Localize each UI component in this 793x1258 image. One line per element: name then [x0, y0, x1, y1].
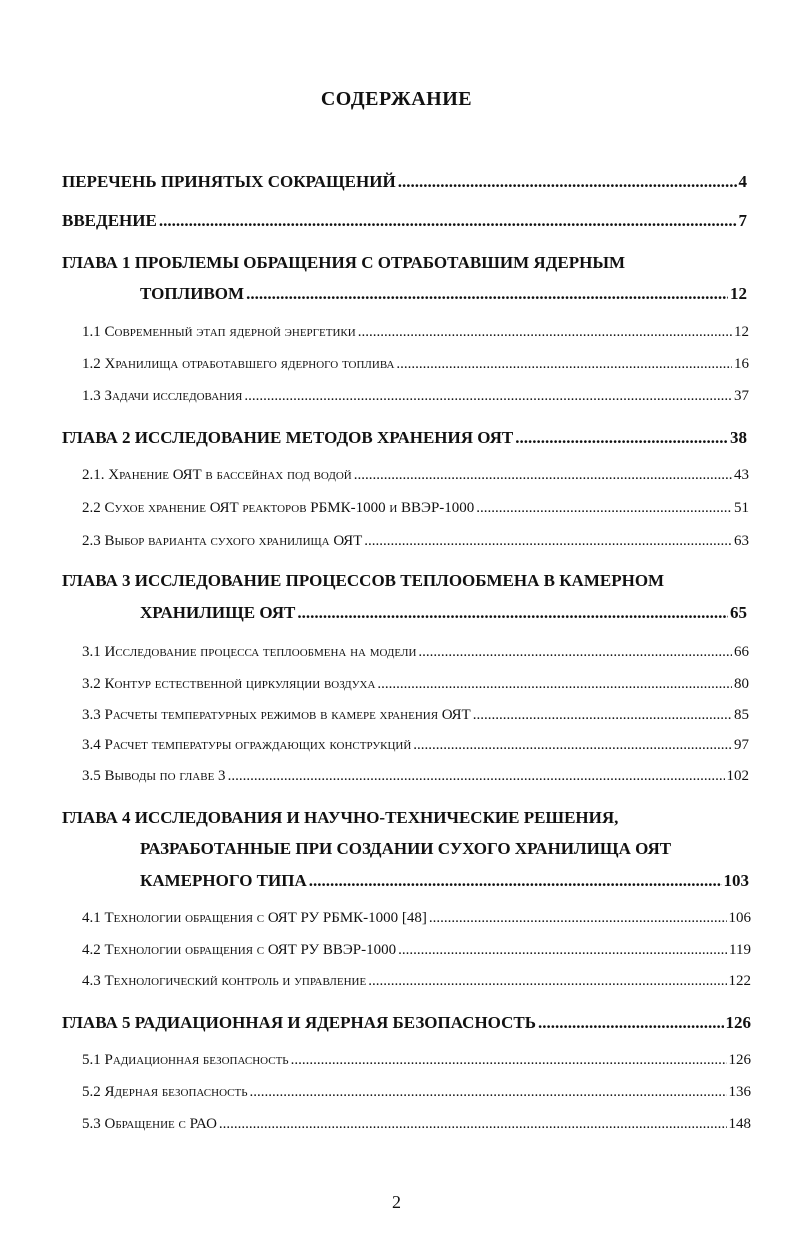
chapter-3-title-line-1[interactable]: ГЛАВА 3 ИССЛЕДОВАНИЕ ПРОЦЕССОВ ТЕПЛООБМЕНА В КАМЕРНОМ [62, 571, 665, 590]
toc-page: 119 [729, 942, 751, 958]
dot-leader [219, 1116, 727, 1133]
dot-leader [418, 644, 732, 661]
toc-label: 5.3 Обращение с РАО [82, 1116, 217, 1132]
dot-leader [354, 467, 732, 484]
toc-entry-section[interactable] [82, 707, 749, 724]
toc-entry-section[interactable] [82, 973, 751, 990]
toc-label: 1.2 Хранилища отработавшего ядерного топлива [82, 356, 395, 372]
toc-entry-section[interactable] [82, 676, 749, 693]
dot-leader [473, 707, 732, 724]
page-title: СОДЕРЖАНИЕ [320, 88, 473, 110]
toc-page: 122 [728, 973, 751, 989]
toc-label: 3.5 Выводы по главе 3 [82, 768, 226, 784]
page-number: 2 [392, 1192, 401, 1212]
toc-page: 43 [734, 467, 749, 483]
toc-entry-section[interactable] [82, 533, 749, 550]
toc-page: 7 [738, 211, 747, 230]
dot-leader [413, 737, 732, 754]
dot-leader [538, 1013, 724, 1033]
dot-leader [291, 1052, 727, 1069]
toc-label: 3.2 Контур естественной циркуляции воздуха [82, 676, 376, 692]
toc-page: 136 [728, 1084, 751, 1100]
dot-leader [429, 910, 727, 927]
toc-label: 2.2 Сухое хранение ОЯТ реакторов РБМК-1000 и ВВЭР-1000 [82, 500, 475, 516]
toc-entry-section[interactable] [82, 737, 749, 754]
toc-page: 106 [728, 910, 751, 926]
toc-page: 103 [723, 871, 749, 890]
toc-entry-section[interactable] [82, 942, 751, 959]
toc-page: 51 [734, 500, 749, 516]
toc-entry-section[interactable] [82, 467, 749, 484]
toc-label: 3.3 Расчеты температурных режимов в камере хранения ОЯТ [82, 707, 471, 723]
dot-leader [228, 768, 725, 785]
toc-label: ВВЕДЕНИЕ [62, 211, 157, 230]
chapter-4-title-line-2[interactable]: РАЗРАБОТАННЫЕ ПРИ СОЗДАНИИ СУХОГО ХРАНИЛИЩА ОЯТ [140, 839, 672, 858]
toc-label: 2.1. Хранение ОЯТ в бассейнах под водой [82, 467, 352, 483]
dot-leader [476, 500, 732, 517]
toc-page: 16 [734, 356, 749, 372]
toc-entry-section[interactable] [82, 1052, 751, 1069]
toc-entry-section[interactable] [82, 500, 749, 517]
toc-page: 97 [734, 737, 749, 753]
toc-entry-introduction[interactable] [62, 211, 747, 231]
toc-label: ПЕРЕЧЕНЬ ПРИНЯТЫХ СОКРАЩЕНИЙ [62, 172, 396, 191]
toc-page: 126 [725, 1013, 751, 1032]
toc-label: ХРАНИЛИЩЕ ОЯТ [140, 603, 296, 622]
toc-entry-section[interactable] [82, 356, 749, 373]
toc-entry-chapter-4[interactable] [140, 871, 749, 891]
chapter-4-title-line-1[interactable]: ГЛАВА 4 ИССЛЕДОВАНИЯ И НАУЧНО-ТЕХНИЧЕСКИЕ РЕШЕНИЯ, [62, 808, 619, 827]
toc-page: 80 [734, 676, 749, 692]
dot-leader [398, 172, 737, 192]
toc-page: 65 [730, 603, 747, 622]
toc-page: 126 [728, 1052, 751, 1068]
dot-leader [368, 973, 726, 990]
toc-label: 4.1 Технологии обращения с ОЯТ РУ РБМК-1000 [48] [82, 910, 427, 926]
toc-page: 148 [728, 1116, 751, 1132]
toc-label: 1.3 Задачи исследования [82, 388, 243, 404]
toc-page: 66 [734, 644, 749, 660]
toc-label: 5.1 Радиационная безопасность [82, 1052, 289, 1068]
dot-leader [377, 676, 732, 693]
toc-entry-chapter-2[interactable] [62, 428, 747, 448]
dot-leader [396, 356, 732, 373]
toc-entry-chapter-5[interactable] [62, 1013, 751, 1033]
toc-label: ТОПЛИВОМ [140, 284, 245, 303]
toc-entry-section[interactable] [82, 768, 749, 785]
dot-leader [246, 284, 728, 304]
toc-label: 3.4 Расчет температуры ограждающих конструкций [82, 737, 412, 753]
toc-label: 1.1 Современный этап ядерной энергетики [82, 324, 356, 340]
toc-entry-abbreviations[interactable] [62, 172, 747, 192]
toc-entry-section[interactable] [82, 1084, 751, 1101]
dot-leader [250, 1084, 727, 1101]
dot-leader [159, 211, 737, 231]
toc-page: 102 [726, 768, 749, 784]
toc-label: 2.3 Выбор варианта сухого хранилища ОЯТ [82, 533, 363, 549]
toc-label: 5.2 Ядерная безопасность [82, 1084, 248, 1100]
toc-entry-section[interactable] [82, 324, 749, 341]
toc-page: 4 [738, 172, 747, 191]
toc-page: 63 [734, 533, 749, 549]
toc-label: 4.3 Технологический контроль и управление [82, 973, 367, 989]
toc-entry-section[interactable] [82, 1116, 751, 1133]
toc-label: ГЛАВА 5 РАДИАЦИОННАЯ И ЯДЕРНАЯ БЕЗОПАСНОСТЬ [62, 1013, 536, 1032]
toc-page: 37 [734, 388, 749, 404]
dot-leader [398, 942, 727, 959]
toc-label: 4.2 Технологии обращения с ОЯТ РУ ВВЭР-1000 [82, 942, 397, 958]
toc-label: 3.1 Исследование процесса теплообмена на модели [82, 644, 417, 660]
dot-leader [244, 388, 732, 405]
toc-entry-section[interactable] [82, 910, 751, 927]
chapter-1-title-line-1[interactable]: ГЛАВА 1 ПРОБЛЕМЫ ОБРАЩЕНИЯ С ОТРАБОТАВШИМ ЯДЕРНЫМ [62, 253, 626, 272]
toc-page: 38 [730, 428, 747, 447]
toc-label: ГЛАВА 2 ИССЛЕДОВАНИЕ МЕТОДОВ ХРАНЕНИЯ ОЯТ [62, 428, 514, 447]
toc-label: КАМЕРНОГО ТИПА [140, 871, 307, 890]
toc-entry-chapter-3[interactable] [140, 603, 747, 623]
dot-leader [515, 428, 728, 448]
toc-entry-section[interactable] [82, 388, 749, 405]
dot-leader [297, 603, 728, 623]
toc-page: 12 [734, 324, 749, 340]
dot-leader [364, 533, 732, 550]
dot-leader [309, 871, 722, 891]
toc-entry-chapter-1[interactable] [140, 284, 747, 304]
dot-leader [358, 324, 732, 341]
toc-page: 85 [734, 707, 749, 723]
toc-page: 12 [730, 284, 747, 303]
toc-entry-section[interactable] [82, 644, 749, 661]
